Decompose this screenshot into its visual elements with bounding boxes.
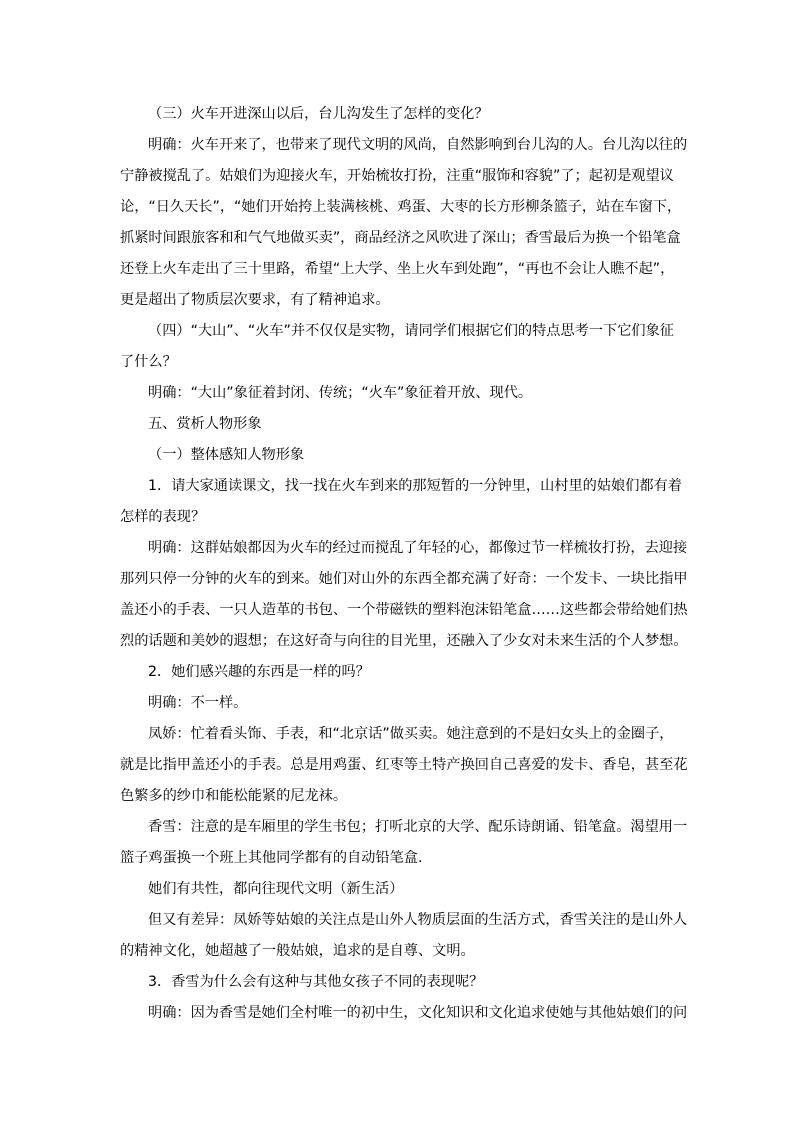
text-line: 的精神文化，她超越了一般姑娘，追求的是自尊、文明。 <box>120 943 475 959</box>
text-line: 五、赏析人物形象 <box>148 416 262 432</box>
text-line: 凤娇：忙着看头饰、手表，和“北京话”做买卖。她注意到的不是妇女头上的金圈子， <box>148 726 674 742</box>
text-line: 就是比指甲盖还小的手表。总是用鸡蛋、红枣等土特产换回自己喜爱的发卡、香皂，甚至花 <box>120 757 688 773</box>
text-line: 更是超出了物质层次要求，有了精神追求。 <box>120 292 390 308</box>
text-line: 明确：“大山”象征着封闭、传统；“火车”象征着开放、现代。 <box>148 385 533 401</box>
text-line: 她们有共性，都向往现代文明（新生活） <box>148 881 404 897</box>
document-body <box>120 99 688 1029</box>
text-line: 2．她们感兴趣的东西是一样的吗？ <box>148 664 370 680</box>
text-line: 明确：这群姑娘都因为火车的经过而搅乱了年轻的心，都像过节一样梳妆打扮，去迎接 <box>148 540 688 556</box>
text-line: 色繁多的纱巾和能松能紧的尼龙袜。 <box>120 788 348 804</box>
text-line: （四）“大山”、“火车”并不仅仅是实物，请同学们根据它们的特点思考一下它们象征 <box>148 323 674 339</box>
text-line: 论，“日久天长”，“她们开始挎上装满核桃、鸡蛋、大枣的长方形柳条篮子，站在车窗下， <box>120 199 682 215</box>
text-line: 1．请大家通读课文，找一找在火车到来的那短暂的一分钟里，山村里的姑娘们都有着 <box>148 478 682 494</box>
text-line: 篮子鸡蛋换一个班上其他同学都有的自动铅笔盒. <box>120 850 423 866</box>
text-line: 香雪：注意的是车厢里的学生书包；打听北京的大学、配乐诗朗诵、铅笔盒。渴望用一 <box>148 819 688 835</box>
text-line: （一）整体感知人物形象 <box>148 447 305 463</box>
text-line: 抓紧时间跟旅客和和气气地做买卖”，商品经济之风吹进了深山；香雪最后为换一个铅笔盒 <box>120 230 681 246</box>
text-line: 3．香雪为什么会有这种与其他女孩子不同的表现呢？ <box>148 974 484 990</box>
text-line: （三）火车开进深山以后，台儿沟发生了怎样的变化？ <box>148 106 489 122</box>
text-line: 宁静被搅乱了。姑娘们为迎接火车，开始梳妆打扮，注重“服饰和容貌”了；起初是观望议 <box>120 168 674 184</box>
text-line: 但又有差异：凤娇等姑娘的关注点是山外人物质层面的生活方式，香雪关注的是山外人 <box>148 912 688 928</box>
text-line: 还登上火车走出了三十里路，希望“上大学、坐上火车到处跑”，“再也不会让人瞧不起”， <box>120 261 675 277</box>
text-line: 盖还小的手表、一只人造革的书包、一个带磁铁的塑料泡沫铅笔盒……这些都会带给她们热 <box>120 602 688 618</box>
text-line: 那列只停一分钟的火车的到来。她们对山外的东西全都充满了好奇：一个发卡、一块比指甲 <box>120 571 688 587</box>
text-line: 明确：因为香雪是她们全村唯一的初中生，文化知识和文化追求使她与其他姑娘们的问 <box>148 1005 688 1021</box>
text-line: 怎样的表现？ <box>120 509 206 525</box>
text-line: 明确：火车开来了，也带来了现代文明的风尚，自然影响到台儿沟的人。台儿沟以往的 <box>148 137 688 153</box>
text-line: 了什么？ <box>120 354 177 370</box>
text-line: 明确：不一样。 <box>148 695 248 711</box>
text-line: 烈的话题和美妙的遐想；在这好奇与向往的目光里，还融入了少女对未来生活的个人梦想。 <box>120 633 688 649</box>
